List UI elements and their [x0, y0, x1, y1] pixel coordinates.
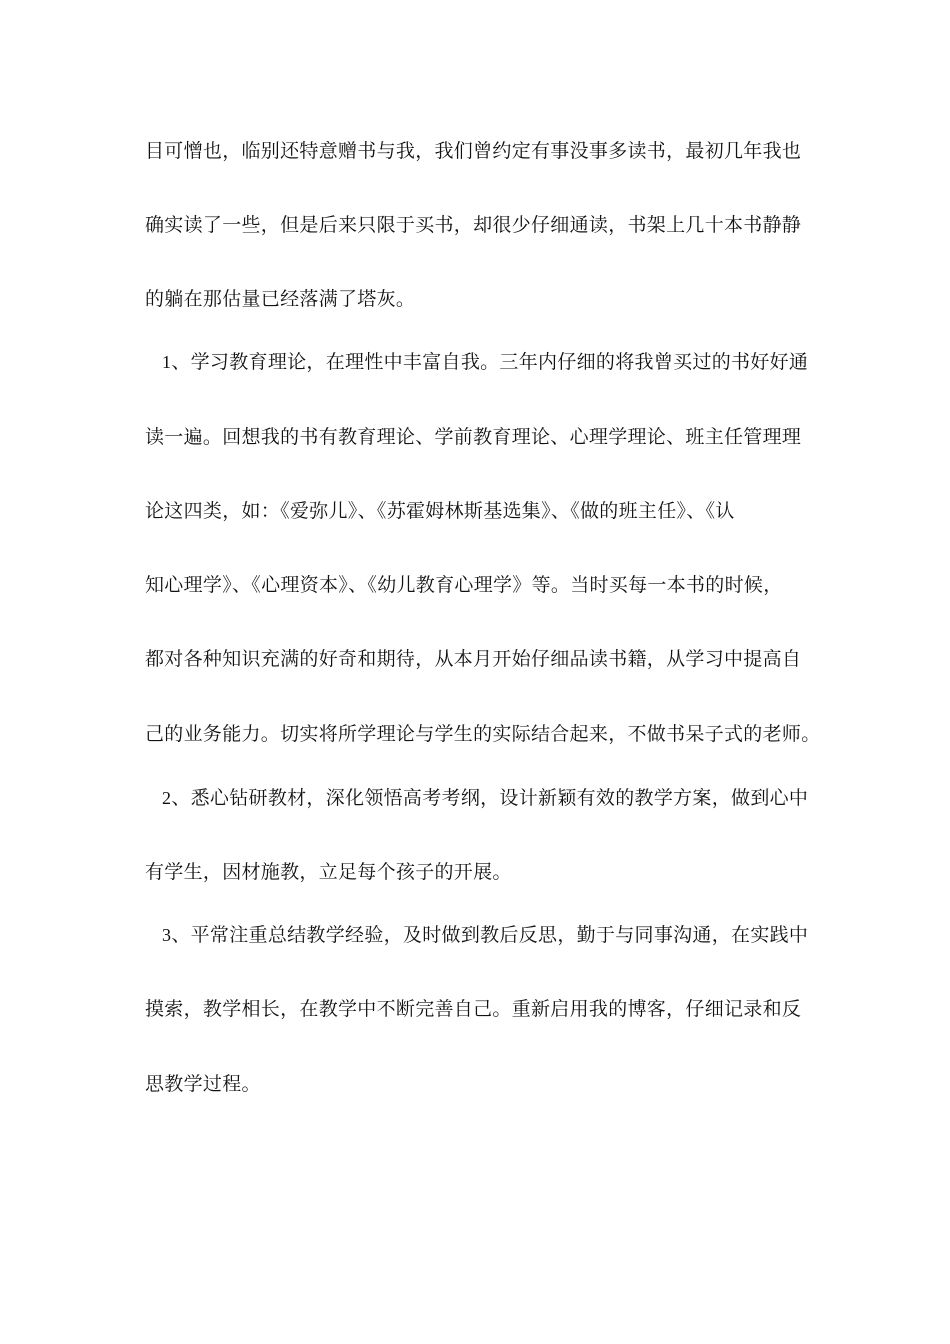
text-line: 论这四类，如：《爱弥儿》、《苏霍姆林斯基选集》、《做的班主任》、《认 [145, 500, 735, 522]
text-line: 目可憎也，临别还特意赠书与我，我们曾约定有事没事多读书，最初几年我也 [145, 140, 802, 162]
text-line: 己的业务能力。切实将所学理论与学生的实际结合起来，不做书呆子式的老师。 [145, 723, 821, 745]
text-line: 读一遍。回想我的书有教育理论、学前教育理论、心理学理论、班主任管理理 [145, 426, 802, 448]
list-item-text: 、平常注重总结教学经验，及时做到教后反思，勤于与同事沟通，在实践中 [171, 924, 809, 946]
text-line: 都对各种知识充满的好奇和期待，从本月开始仔细品读书籍，从学习中提高自 [145, 648, 802, 670]
text-line: 确实读了一些，但是后来只限于买书，却很少仔细通读，书架上几十本书静静 [145, 214, 802, 236]
list-item-2-first-line [162, 785, 808, 811]
text-line: 摸索，教学相长，在教学中不断完善自己。重新启用我的博客，仔细记录和反 [145, 998, 802, 1020]
text-line: 的躺在那估量已经落满了塔灰。 [145, 288, 416, 310]
list-item-1-first-line [162, 349, 808, 375]
text-line: 知心理学》、《心理资本》、《幼儿教育心理学》等。当时买每一本书的时候， [145, 574, 783, 596]
text-line: 有学生，因材施教，立足每个孩子的开展。 [145, 861, 512, 883]
list-number: 1 [162, 352, 172, 372]
list-item-3-first-line [162, 922, 808, 948]
text-line: 思教学过程。 [145, 1073, 261, 1095]
list-item-text: 、悉心钻研教材，深化领悟高考考纲，设计新颖有效的教学方案，做到心中 [171, 787, 809, 809]
list-item-text: 、学习教育理论，在理性中丰富自我。三年内仔细的将我曾买过的书好好通 [171, 351, 809, 373]
list-number: 2 [162, 788, 172, 808]
list-number: 3 [162, 925, 172, 945]
